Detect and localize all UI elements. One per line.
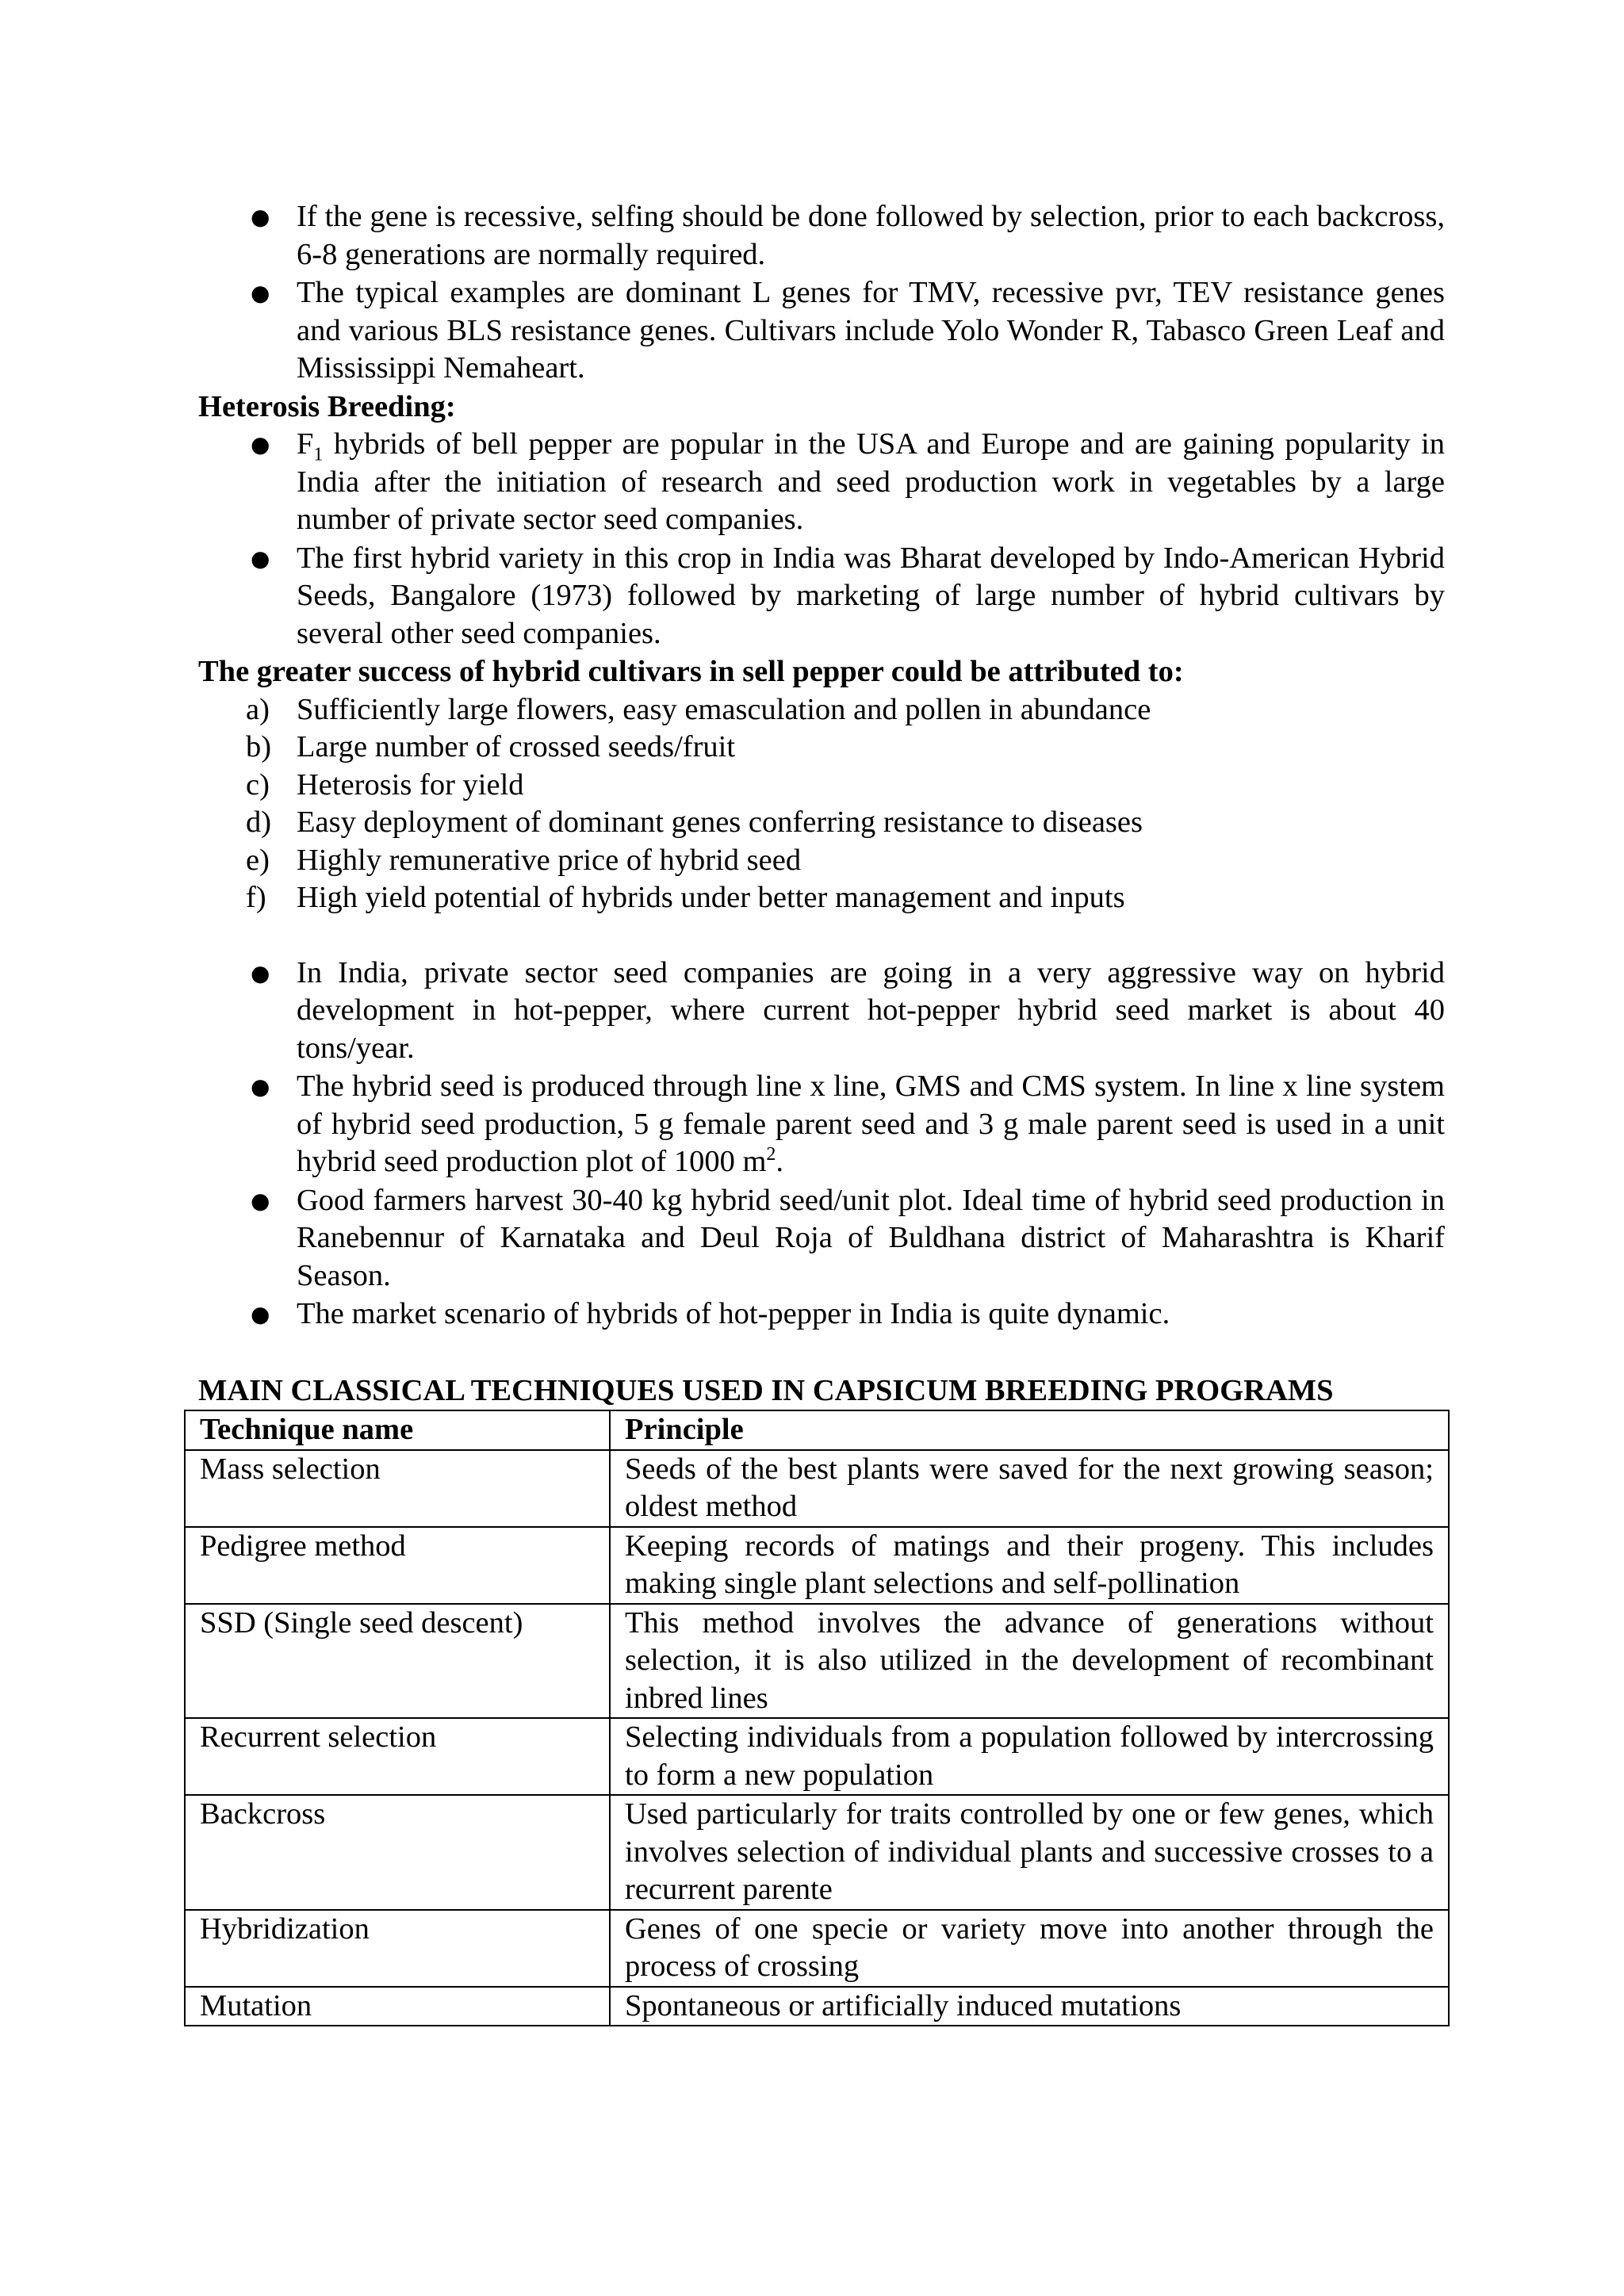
list-item xyxy=(198,729,1445,767)
header-technique: Technique name xyxy=(185,1410,610,1450)
principle-cell: Keeping records of matings and their progeny. This includes making single plant selections and self-pollination xyxy=(610,1527,1449,1604)
table-row xyxy=(185,1604,1449,1719)
f1-prefix: F xyxy=(297,427,314,461)
bullet-icon: ● xyxy=(251,1301,270,1327)
table-row xyxy=(185,1718,1449,1795)
table-header-row xyxy=(185,1410,1449,1450)
list-marker: c) xyxy=(246,767,270,802)
list-marker: e) xyxy=(246,843,270,877)
table-row xyxy=(185,1795,1449,1910)
list-item xyxy=(198,691,1445,729)
list-marker: d) xyxy=(246,806,272,839)
table-row xyxy=(185,1527,1449,1604)
list-item xyxy=(198,198,1445,274)
bullet-icon: ● xyxy=(251,1187,270,1214)
success-list xyxy=(198,691,1445,917)
bullet-text: The market scenario of hybrids of hot-pepper in India is quite dynamic. xyxy=(297,1297,1170,1330)
list-item xyxy=(198,540,1445,653)
list-item xyxy=(198,1068,1445,1181)
bullet-text: Good farmers harvest 30-40 kg hybrid seed/unit plot. Ideal time of hybrid seed production in Ranebennur of Karnataka and Deul Roja of Buldhana district of Maharashtra is Kharif Season. xyxy=(297,1183,1445,1292)
spacer xyxy=(198,917,1445,955)
india-bullet-list xyxy=(198,955,1445,1334)
list-item xyxy=(198,955,1445,1068)
bullet-icon: ● xyxy=(251,204,270,230)
technique-cell: SSD (Single seed descent) xyxy=(185,1604,610,1719)
list-text: Highly remunerative price of hybrid seed xyxy=(297,843,802,877)
table-row xyxy=(185,1987,1449,2026)
list-text: Sufficiently large flowers, easy emasculation and pollen in abundance xyxy=(297,692,1151,726)
techniques-table xyxy=(184,1410,1450,2026)
bullet-text: The first hybrid variety in this crop in India was Bharat developed by Indo-American Hybrid Seeds, Bangalore (1973) followed by marketing of large number of hybrid cultivars by several other seed companies. xyxy=(297,541,1445,650)
technique-cell: Mass selection xyxy=(185,1450,610,1527)
list-marker: b) xyxy=(246,730,272,763)
list-item xyxy=(198,879,1445,917)
list-marker: f) xyxy=(246,881,266,914)
bullet-icon: ● xyxy=(251,545,270,572)
f1-subscript: 1 xyxy=(313,444,324,465)
principle-cell: This method involves the advance of generations without selection, it is also utilized in the development of recombinant inbred lines xyxy=(610,1604,1449,1719)
list-item xyxy=(198,767,1445,805)
bullet-icon: ● xyxy=(251,280,270,306)
table-row xyxy=(185,1910,1449,1987)
list-text: Heterosis for yield xyxy=(297,767,524,802)
technique-cell: Mutation xyxy=(185,1987,610,2026)
spacer xyxy=(198,1334,1445,1372)
heterosis-heading: Heterosis Breeding: xyxy=(198,389,456,423)
list-item xyxy=(198,1295,1445,1334)
list-text: Large number of crossed seeds/fruit xyxy=(297,730,736,763)
header-principle: Principle xyxy=(610,1410,1449,1450)
technique-cell: Backcross xyxy=(185,1795,610,1910)
principle-cell: Seeds of the best plants were saved for the next growing season; oldest method xyxy=(610,1450,1449,1527)
bullet-text: In India, private sector seed companies are going in a very aggressive way on hybrid development in hot-pepper, where current hot-pepper hybrid seed market is about 40 tons/year. xyxy=(297,955,1445,1065)
principle-cell: Selecting individuals from a population followed by intercrossing to form a new population xyxy=(610,1718,1449,1795)
top-bullet-list xyxy=(198,198,1445,388)
bullet-text: hybrids of bell pepper are popular in the USA and Europe and are gaining popularity in India after the initiation of research and seed production work in vegetables by a large number of private sector seed companies. xyxy=(297,427,1445,536)
table-row xyxy=(185,1450,1449,1527)
list-item xyxy=(198,274,1445,388)
principle-cell: Genes of one specie or variety move into another through the process of crossing xyxy=(610,1910,1449,1987)
success-heading: The greater success of hybrid cultivars in sell pepper could be attributed to: xyxy=(198,655,1184,688)
technique-cell: Recurrent selection xyxy=(185,1718,610,1795)
bullet-text: If the gene is recessive, selfing should be done followed by selection, prior to each backcross, 6-8 generations are normally required. xyxy=(297,200,1445,271)
list-item xyxy=(198,804,1445,842)
list-marker: a) xyxy=(246,692,270,726)
technique-cell: Hybridization xyxy=(185,1910,610,1987)
list-item xyxy=(198,426,1445,539)
table-title: MAIN CLASSICAL TECHNIQUES USED IN CAPSICUM BREEDING PROGRAMS xyxy=(198,1373,1334,1407)
heterosis-bullet-list xyxy=(198,426,1445,652)
bullet-text-end: . xyxy=(776,1145,784,1178)
list-item xyxy=(198,1182,1445,1295)
bullet-icon: ● xyxy=(251,1073,270,1100)
superscript: 2 xyxy=(766,1144,776,1165)
list-text: High yield potential of hybrids under better management and inputs xyxy=(297,881,1125,914)
bullet-text: The typical examples are dominant L genes for TMV, recessive pvr, TEV resistance genes and various BLS resistance genes. Cultivars include Yolo Wonder R, Tabasco Green Leaf and Mississippi Nemaheart. xyxy=(297,276,1445,385)
bullet-text: The hybrid seed is produced through line x line, GMS and CMS system. In line x line system of hybrid seed production, 5 g female parent seed and 3 g male parent seed is used in a unit hybrid seed production plot of 1000 m xyxy=(297,1070,1445,1178)
bullet-icon: ● xyxy=(251,959,270,986)
principle-cell: Used particularly for traits controlled by one or few genes, which involves selection of individual plants and successive crosses to a recurrent parente xyxy=(610,1795,1449,1910)
bullet-icon: ● xyxy=(251,431,270,457)
principle-cell: Spontaneous or artificially induced mutations xyxy=(610,1987,1449,2026)
page-content xyxy=(198,198,1445,2026)
technique-cell: Pedigree method xyxy=(185,1527,610,1604)
list-text: Easy deployment of dominant genes conferring resistance to diseases xyxy=(297,806,1143,839)
list-item xyxy=(198,842,1445,880)
